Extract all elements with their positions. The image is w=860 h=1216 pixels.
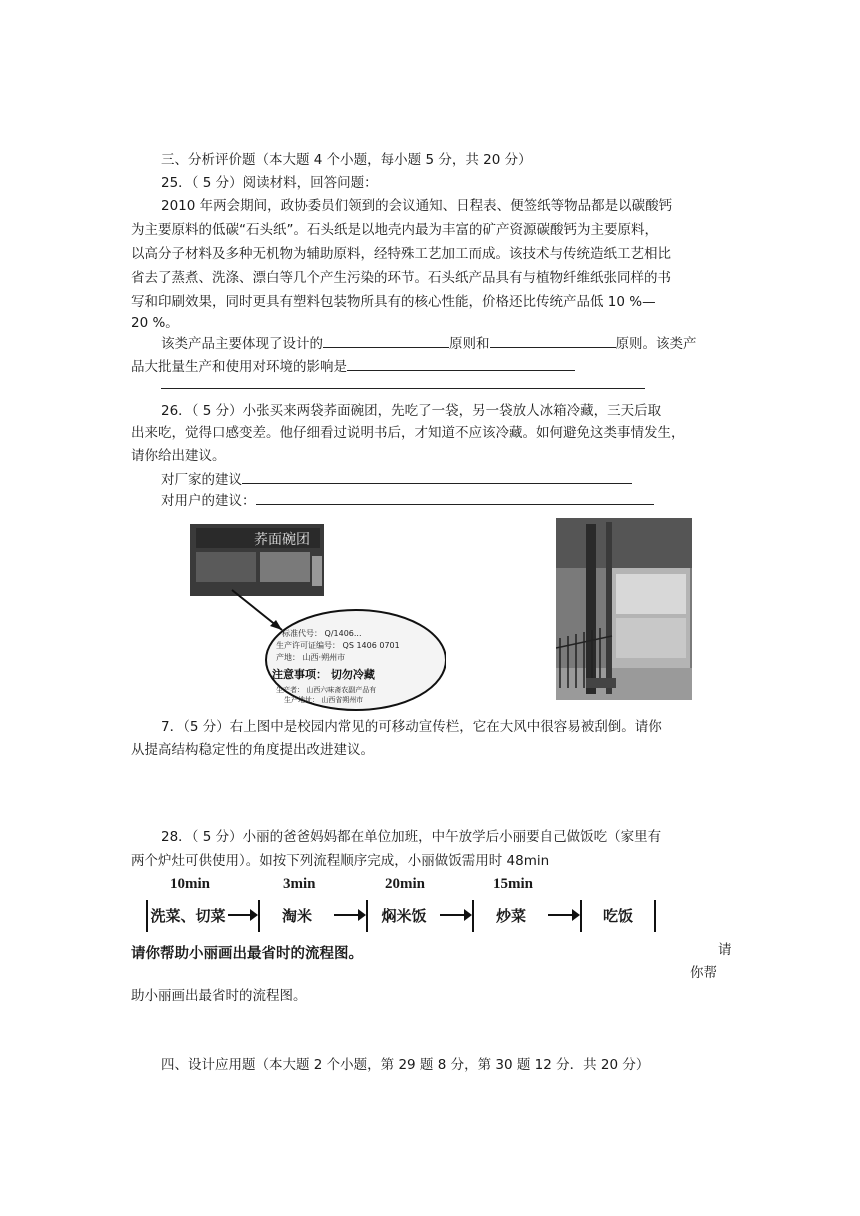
user-label: 对用户的建议： <box>161 493 256 509</box>
q25-fill-prompt-cont <box>131 356 575 377</box>
q25-line: 写和印刷效果，同时更具有塑料包装物所具有的核心性能，价格还比传统产品低 10 %— <box>131 294 656 310</box>
q27-line: 7．（5 分）右上图中是校园内常见的可移动宣传栏，它在大风中很容易被刮倒。请你 <box>161 719 662 735</box>
q25-prompt-part: 原则和 <box>449 336 490 352</box>
label-warning: 注意事项： 切勿冷藏 <box>272 668 375 681</box>
q25-line: 2010 年两会期间，政协委员们领到的会议通知、日程表、便签纸等物品都是以碳酸钙 <box>161 198 673 214</box>
label-line: 产地： 山西·朔州市 <box>276 653 346 662</box>
flow-time-label: 15min <box>493 876 534 892</box>
q25-prompt-part: 品大批量生产和使用对环境的影响是 <box>131 359 347 375</box>
section-4-heading: 四、设计应用题（本大题 2 个小题，第 29 题 8 分，第 30 题 12 分．共 20 分） <box>161 1057 650 1073</box>
q25-prompt-part: 原则。该类产 <box>615 336 697 352</box>
q25-line: 省去了蒸煮、洗涤、漂白等几个产生污染的环节。石头纸产品具有与植物纤维纸张同样的书 <box>131 270 671 286</box>
flow-box-edge <box>654 900 656 932</box>
answer-line[interactable] <box>161 388 645 389</box>
noodle-package-photo <box>186 520 446 712</box>
q25-fill-prompt <box>161 333 697 354</box>
q26-line: 请你给出建议。 <box>131 448 226 464</box>
answer-blank-principle-1[interactable] <box>323 333 449 348</box>
flow-arrow <box>334 914 364 916</box>
q26-line: 26．（ 5 分）小张买来两袋荞面碗团，先吃了一袋，另一袋放人冰箱冷藏，三天后取 <box>161 403 662 419</box>
q28-line: 两个炉灶可供使用）。如按下列流程顺序完成，小丽做饭需用时 48min <box>131 853 550 869</box>
q27-line: 从提高结构稳定性的角度提出改进建议。 <box>131 742 374 758</box>
answer-blank-principle-2[interactable] <box>490 333 616 348</box>
package-brand-text: 荞面碗团 <box>254 532 310 548</box>
flow-arrow <box>440 914 470 916</box>
flow-time-label: 20min <box>385 876 426 892</box>
flow-step-stir-fry: 炒菜 <box>495 907 526 925</box>
q26-manufacturer-prompt <box>161 469 632 490</box>
answer-blank-user[interactable] <box>256 490 654 505</box>
flow-box-edge <box>472 900 474 932</box>
q28-bold-instruction: 请你帮助小丽画出最省时的流程图。 <box>131 946 363 962</box>
q26-line: 出来吃，觉得口感变差。他仔细看过说明书后，才知道不应该冷藏。如何避免这类事情发生， <box>131 425 685 441</box>
q25-line: 为主要原料的低碳“石头纸”。石头纸是以地壳内最为丰富的矿产资源碳酸钙为主要原料， <box>131 222 658 238</box>
q25-prompt-part: 该类产品主要体现了设计的 <box>161 336 323 352</box>
q28-line: 28．（ 5 分）小丽的爸爸妈妈都在单位加班，中午放学后小丽要自己做饭吃（家里有 <box>161 829 662 845</box>
label-line: 生产者： 山西六味斋农副产品有 <box>276 686 377 694</box>
answer-blank-environment-impact[interactable] <box>347 356 575 371</box>
q25-line: 20 %。 <box>131 315 179 331</box>
flow-step-eat: 吃饭 <box>602 907 633 925</box>
answer-blank-manufacturer[interactable] <box>242 469 632 484</box>
q28-side-text: 请 <box>718 942 732 958</box>
flow-box-edge <box>580 900 582 932</box>
flow-box-edge <box>258 900 260 932</box>
q28-tail-line: 助小丽画出最省时的流程图。 <box>131 988 307 1004</box>
q25-header: 25．（ 5 分）阅读材料，回答问题： <box>161 175 378 191</box>
q25-line: 以高分子材料及多种无机物为辅助原料，经特殊工艺加工而成。该技术与传统造纸工艺相比 <box>131 246 671 262</box>
flow-time-label: 10min <box>170 876 211 892</box>
flow-arrow <box>548 914 578 916</box>
flow-box-edge <box>366 900 368 932</box>
q28-side-text: 你帮 <box>690 965 717 981</box>
q26-user-prompt <box>161 490 654 511</box>
flow-step-cook-rice: 焖米饭 <box>381 907 427 925</box>
manufacturer-label: 对厂家的建议 <box>161 472 242 488</box>
label-line: 生产地址： 山西省朔州市 <box>284 696 364 704</box>
section-3-heading: 三、分析评价题（本大题 4 个小题，每小题 5 分，共 20 分） <box>161 152 532 168</box>
flow-step-wash-cut: 洗菜、切菜 <box>150 907 226 925</box>
label-line: 标准代号： Q/1406... <box>282 629 362 638</box>
flow-arrow <box>228 914 256 916</box>
flow-step-wash-rice: 淘米 <box>281 907 312 925</box>
label-line: 生产许可证编号： QS 1406 0701 <box>276 641 400 650</box>
bulletin-board-photo <box>556 518 692 700</box>
flow-time-label: 3min <box>283 876 316 892</box>
